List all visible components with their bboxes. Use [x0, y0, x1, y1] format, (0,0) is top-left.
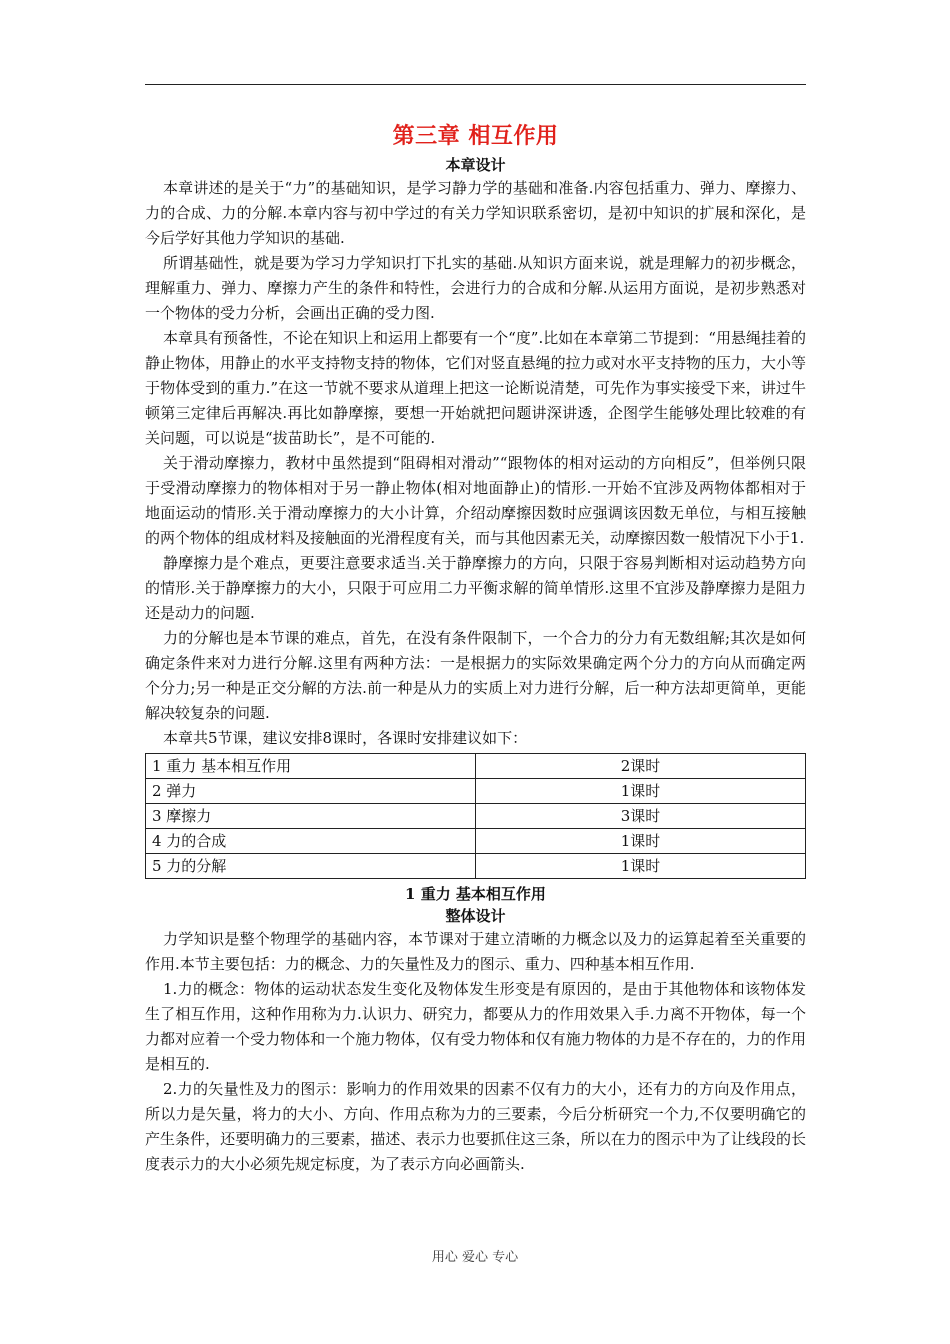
paragraph: 力的分解也是本节课的难点，首先，在没有条件限制下，一个合力的分力有无数组解;其次是如何确定条件来对力进行分解.这里有两种方法：一是根据力的实际效果确定两个分力的方向从而确定两个分力;另一种是正交分解的方法.前一种是从力的实质上对力进行分解，后一种方法却更简单，更能解决较复杂的问题. — [145, 629, 806, 722]
table-cell-lesson: 4 力的合成 — [146, 829, 476, 854]
table-cell-hours: 2课时 — [476, 754, 806, 779]
table-row — [146, 779, 806, 804]
table-row — [146, 754, 806, 779]
paragraph: 本章讲述的是关于“力”的基础知识，是学习静力学的基础和准备.内容包括重力、弹力、摩擦力、力的合成、力的分解.本章内容与初中学过的有关力学知识联系密切，是初中知识的扩展和深化，是今后学好其他力学知识的基础. — [145, 179, 806, 247]
table-row — [146, 804, 806, 829]
table-cell-hours: 1课时 — [476, 779, 806, 804]
paragraph: 力学知识是整个物理学的基础内容，本节课对于建立清晰的力概念以及力的运算起着至关重要的作用.本节主要包括：力的概念、力的矢量性及力的图示、重力、四种基本相互作用. — [145, 930, 806, 973]
header-rule — [145, 84, 806, 85]
paragraph: 所谓基础性，就是要为学习力学知识打下扎实的基础.从知识方面来说，就是理解力的初步概念，理解重力、弹力、摩擦力产生的条件和特性，会进行力的合成和分解.从运用方面说，是初步熟悉对一个物体的受力分析，会画出正确的受力图. — [145, 254, 806, 322]
table-cell-lesson: 3 摩擦力 — [146, 804, 476, 829]
paragraph: 2.力的矢量性及力的图示：影响力的作用效果的因素不仅有力的大小，还有力的方向及作用点，所以力是矢量，将力的大小、方向、作用点称为力的三要素，今后分析研究一个力,不仅要明确它的产生条件，还要明确力的三要素，描述、表示力也要抓住这三条，所以在力的图示中为了让线段的长度表示力的大小必须先规定标度，为了表示方向必画箭头. — [145, 1080, 806, 1173]
table-cell-lesson: 5 力的分解 — [146, 854, 476, 879]
paragraph: 本章具有预备性，不论在知识上和运用上都要有一个“度”.比如在本章第二节提到：“用悬绳挂着的静止物体，用静止的水平支持物支持的物体，它们对竖直悬绳的拉力或对水平支持物的压力，大小等于物体受到的重力.”在这一节就不要求从道理上把这一论断说清楚，可先作为事实接受下来，讲过牛顿第三定律后再解决.再比如静摩擦，要想一开始就把问题讲深讲透，企图学生能够处理比较难的有关问题，可以说是“拔苗助长”，是不可能的. — [145, 329, 806, 447]
table-cell-lesson: 1 重力 基本相互作用 — [146, 754, 476, 779]
paragraph: 1.力的概念：物体的运动状态发生变化及物体发生形变是有原因的，是由于其他物体和该物体发生了相互作用，这种作用称为力.认识力、研究力，都要从力的作用效果入手.力离不开物体，每一个力都对应着一个受力物体和一个施力物体，仅有受力物体和仅有施力物体的力是不存在的，力的作用是相互的. — [145, 980, 806, 1073]
paragraph: 本章共5节课，建议安排8课时，各课时安排建议如下： — [163, 729, 528, 747]
section-heading-lesson-1: 1 重力 基本相互作用 — [405, 885, 546, 903]
table-cell-hours: 1课时 — [476, 829, 806, 854]
chapter-title: 第三章 相互作用 — [392, 123, 559, 149]
schedule-table — [145, 753, 806, 879]
page-footer: 用心 爱心 专心 — [431, 1250, 519, 1265]
paragraph: 静摩擦力是个难点，更要注意要求适当.关于静摩擦力的方向，只限于容易判断相对运动趋势方向的情形.关于静摩擦力的大小，只限于可应用二力平衡求解的简单情形.这里不宜涉及静摩擦力是阻力还是动力的问题. — [145, 554, 806, 622]
section-heading-chapter-design: 本章设计 — [445, 156, 506, 174]
table-cell-lesson: 2 弹力 — [146, 779, 476, 804]
table-cell-hours: 3课时 — [476, 804, 806, 829]
table-cell-hours: 1课时 — [476, 854, 806, 879]
document-body — [145, 118, 806, 1177]
paragraph: 关于滑动摩擦力，教材中虽然提到“阻碍相对滑动”“跟物体的相对运动的方向相反”，但举例只限于受滑动摩擦力的物体相对于另一静止物体(相对地面静止)的情形.一开始不宜涉及两物体都相对于地面运动的情形.关于滑动摩擦力的大小计算，介绍动摩擦因数时应强调该因数无单位，与相互接触的两个物体的组成材料及接触面的光滑程度有关，而与其他因素无关，动摩擦因数一般情况下小于1. — [145, 454, 806, 547]
table-row — [146, 829, 806, 854]
table-row — [146, 854, 806, 879]
section-subheading-overall-design: 整体设计 — [445, 907, 506, 925]
